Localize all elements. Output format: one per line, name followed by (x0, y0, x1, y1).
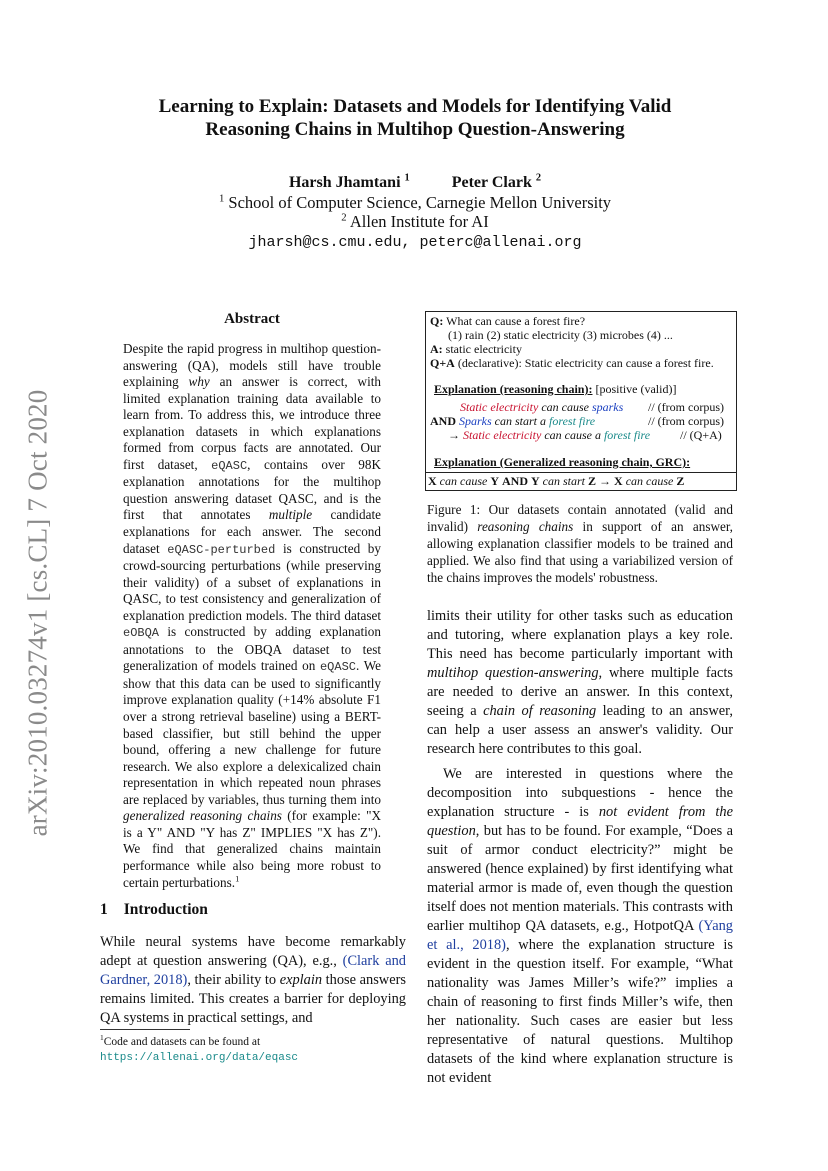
abstract-body: Despite the rapid progress in multihop question-answering (QA), models still have trouble explaining why an answer is correct, with limited explanation training data available to learn from. To address this, we introduce three explanation datasets in which explanations formed from corpus facts are annotated. Our first dataset, eQASC, contains over 98K explanation annotations for the multihop question answering dataset QASC, and is the first that annotates multiple candidate explanations for each answer. The second dataset eQASC-perturbed is constructed by crowd-sourcing perturbations (while preserving their validity) of a subset of explanations in QASC, to test consistency and generalization of explanation prediction models. The third dataset eOBQA is constructed by adding explanation annotations to the OBQA dataset to test generalization of models trained on eQASC. We show that this data can be used to significantly improve explanation quality (+14% absolute F1 over a strong retrieval baseline) using a BERT-based classifier, but still behind the upper bound, offering a new challenge for future research. We also explore a delexicalized chain representation in which repeated noun phrases are replaced by variables, thus turning them into generalized reasoning chains (for example: "X is a Y" AND "Y has Z" IMPLIES "X has Z"). We find that generalized chains maintain performance while also being more robust to certain perturbations.$^1$ (123, 341, 382, 890)
footnote-rule (100, 1029, 190, 1030)
fig-chain-line-1-source: // (from corpus) (648, 400, 724, 414)
paper-title-line-2: Reasoning Chains in Multihop Question-Answering (205, 119, 625, 140)
fig-question: Q: What can cause a forest fire? (430, 314, 586, 328)
affiliation-2: $^2$ Allen Institute for AI (341, 211, 489, 231)
author-2-sup: 2 (535, 172, 542, 184)
paper-title-line-1: Learning to Explain: Datasets and Models for Identifying Valid (158, 96, 672, 117)
fig-answer: A: static electricity (430, 342, 522, 356)
footnote-url-link[interactable]: https://allenai.org/data/eqasc (100, 1052, 299, 1064)
fig-qa-declarative: Q+A (declarative): Static electricity can cause a forest fire. (430, 356, 714, 370)
fig-grc-heading: Explanation (Generalized reasoning chain, GRC): (434, 455, 691, 469)
figure-1-caption: Figure 1: Our datasets contain annotated (valid and invalid) reasoning chains in support of an answer, allowing explanation classifier models to be trained and applied. We also find that using a variabilized version of the chains improves the models' robustness. (427, 502, 733, 585)
arxiv-id: arXiv:2010.03274v1 [cs.CL] 7 Oct 2020 (22, 389, 53, 837)
intro-body: While neural systems have become remarkably adept at question answering (QA), e.g., (Clark and Gardner, 2018), their ability to explain those answers remains limited. This creates a barrier for deploying QA systems in practical settings, and (100, 934, 407, 1026)
author-2: Peter Clark (451, 174, 532, 191)
fig-chain-line-2: AND Sparks can start a forest fire (430, 414, 596, 428)
author-1-sup: 1 (404, 172, 410, 184)
figure-1-box (425, 311, 737, 491)
fig-chain-line-3-source: // (Q+A) (680, 428, 722, 442)
fig-chain-line-1: Static electricity can cause sparks (460, 400, 624, 414)
right-col-paragraph-2: We are interested in questions where the decomposition into subquestions - hence the explanation structure - is not evident from the question, but has to be found. For example, “Does a suit of armor conduct electricity?” might be answered (hence explained) by first identifying what material armor is made of, even though the question itself does not mention materials. This contrasts with earlier multihop QA datasets, e.g., HotpotQA (Yang et al., 2018), where the explanation structure is evident in the question itself. For example, “What nationality was James Miller’s wife?” implies a chain of reasoning to first finds Miller’s wife, then her nationality. Such cases are easier but less representative of natural questions. Multihop datasets of the kind where explanation structure is not evident (427, 766, 733, 1086)
right-col-paragraph-1: limits their utility for other tasks such as education and tutoring, where explanation plays a key role. This need has become particularly important with multihop question-answering, where multiple facts are needed to derive an answer. In this context, seeing a chain of reasoning leading to an answer, can help a user assess an answer's validity. Our research here contributes to this goal. (427, 608, 733, 757)
abstract-heading: Abstract (224, 311, 280, 327)
fig-grc-chain: X can cause Y AND Y can start Z → X can cause Z (428, 474, 685, 488)
citation-yang-2018[interactable]: (Yang et al., 2018) (427, 918, 733, 953)
intro-heading: 1 Introduction (100, 901, 208, 918)
arxiv-stamp (18, 378, 58, 848)
author-line (100, 173, 730, 193)
fig-options: (1) rain (2) static electricity (3) microbes (4) ... (448, 328, 673, 342)
author-emails: jharsh@cs.cmu.edu, peterc@allenai.org (248, 234, 582, 251)
footnote: $^1$Code and datasets can be found at https://allenai.org/data/eqasc (100, 1033, 299, 1064)
fig-chain-line-3: → Static electricity can cause a forest fire (448, 428, 651, 442)
fig-explanation-heading: Explanation (reasoning chain): [positive (valid)] (434, 382, 677, 396)
fig-chain-line-2-source: // (from corpus) (648, 414, 724, 428)
author-1: Harsh Jhamtani (288, 174, 401, 191)
citation-clark-gardner[interactable]: (Clark and Gardner, 2018) (100, 953, 407, 988)
affiliation-1: $^1$ School of Computer Science, Carnegie Mellon University (218, 192, 612, 212)
fig-grc-rule (426, 472, 736, 473)
